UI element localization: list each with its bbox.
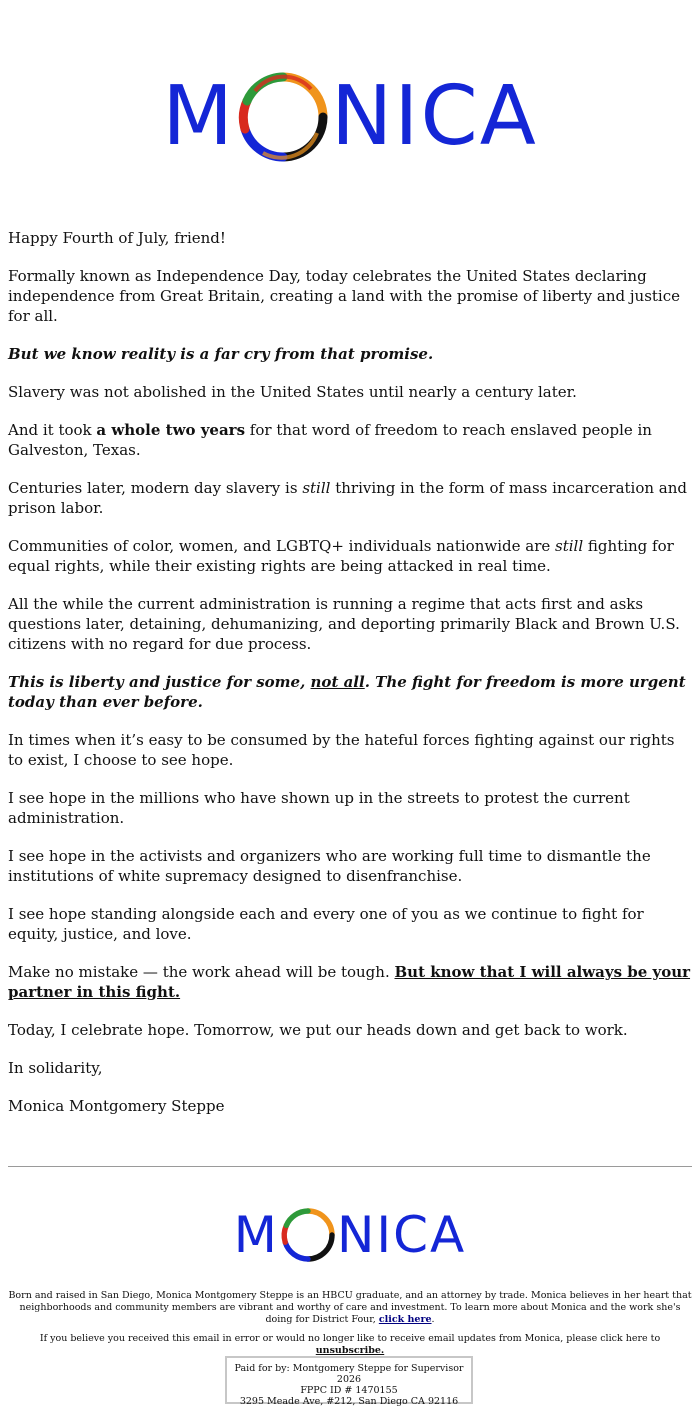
paragraph-partner: Make no mistake — the work ahead will be tough. But know that I will always be your partner in this fight. — [8, 963, 691, 1001]
paragraph-liberty: This is liberty and justice for some, not all. The fight for freedom is more urgent today than ever before. — [8, 673, 686, 711]
footer-logo-letter-m: M — [233, 1206, 279, 1264]
footer-logo-ring-icon — [278, 1205, 338, 1265]
logo-letters-nica: NICA — [330, 69, 538, 164]
signoff: In solidarity, — [8, 1059, 103, 1077]
address-line: 3295 Meade Ave, #212, San Diego CA 92116 — [239, 1396, 459, 1407]
learn-more-link[interactable]: click here — [378, 1314, 432, 1325]
paragraph-reality: But we know reality is a far cry from that promise. — [8, 345, 434, 363]
paragraph-celebrate: Today, I celebrate hope. Tomorrow, we put our heads down and get back to work. — [8, 1021, 628, 1039]
logo-ring-icon — [233, 67, 333, 167]
logo-wordmark — [162, 62, 538, 172]
fppc-id-line: FPPC ID # 1470155 — [300, 1385, 398, 1396]
paragraph-hope-millions: I see hope in the millions who have shown up in the streets to protest the current administration. — [8, 789, 630, 827]
paragraph-slavery: Slavery was not abolished in the United States until nearly a century later. — [8, 383, 577, 401]
greeting: Happy Fourth of July, friend! — [8, 229, 226, 247]
footer-logo-wordmark — [234, 1200, 466, 1270]
paragraph-hope-activists: I see hope in the activists and organizers who are working full time to dismantle the institutions of white supremacy designed to disenfranchise. — [8, 847, 651, 885]
paragraph-hope-intro: In times when it’s easy to be consumed by the hateful forces fighting against our rights to exist, I choose to see hope. — [8, 731, 675, 769]
footer-logo-letters-nica: NICA — [336, 1206, 467, 1264]
paragraph-administration: All the while the current administration is running a regime that acts first and asks questions later, detaining, dehumanizing, and deporting primarily Black and Brown U.S. citizens with no regard for due process. — [8, 595, 680, 653]
email-body — [8, 228, 694, 1134]
footer-logo — [0, 1200, 700, 1270]
paragraph-hope-you: I see hope standing alongside each and every one of you as we continue to fight for equity, justice, and love. — [8, 905, 644, 943]
footer-bio: Born and raised in San Diego, Monica Montgomery Steppe is an HBCU graduate, and an attorney by trade. Monica believes in her heart that neighborhoods and community members are vibrant and worthy of care and investment. To learn more about Monica and the work she's doing for District Four, click here. — [8, 1290, 692, 1325]
paragraph-galveston: And it took a whole two years for that word of freedom to reach enslaved people in Galveston, Texas. — [8, 421, 652, 459]
paid-for-disclaimer — [225, 1356, 473, 1407]
paragraph-incarceration: Centuries later, modern day slavery is still thriving in the form of mass incarceration and prison labor. — [8, 479, 688, 517]
logo-letter-m: M — [162, 69, 235, 164]
footer-unsubscribe-notice: If you believe you received this email in error or would no longer like to receive email updates from Monica, please click here to unsubscribe. — [39, 1333, 661, 1356]
header-logo — [0, 62, 700, 172]
paid-for-line: Paid for by: Montgomery Steppe for Supervisor 2026 — [234, 1363, 464, 1385]
unsubscribe-link[interactable]: unsubscribe. — [315, 1345, 385, 1356]
footer-divider — [8, 1166, 692, 1167]
signature: Monica Montgomery Steppe — [8, 1097, 225, 1115]
paragraph-communities: Communities of color, women, and LGBTQ+ individuals nationwide are still fighting for equal rights, while their existing rights are being attacked in real time. — [8, 537, 674, 575]
paragraph-independence: Formally known as Independence Day, today celebrates the United States declaring independence from Great Britain, creating a land with the promise of liberty and justice for all. — [8, 267, 681, 325]
